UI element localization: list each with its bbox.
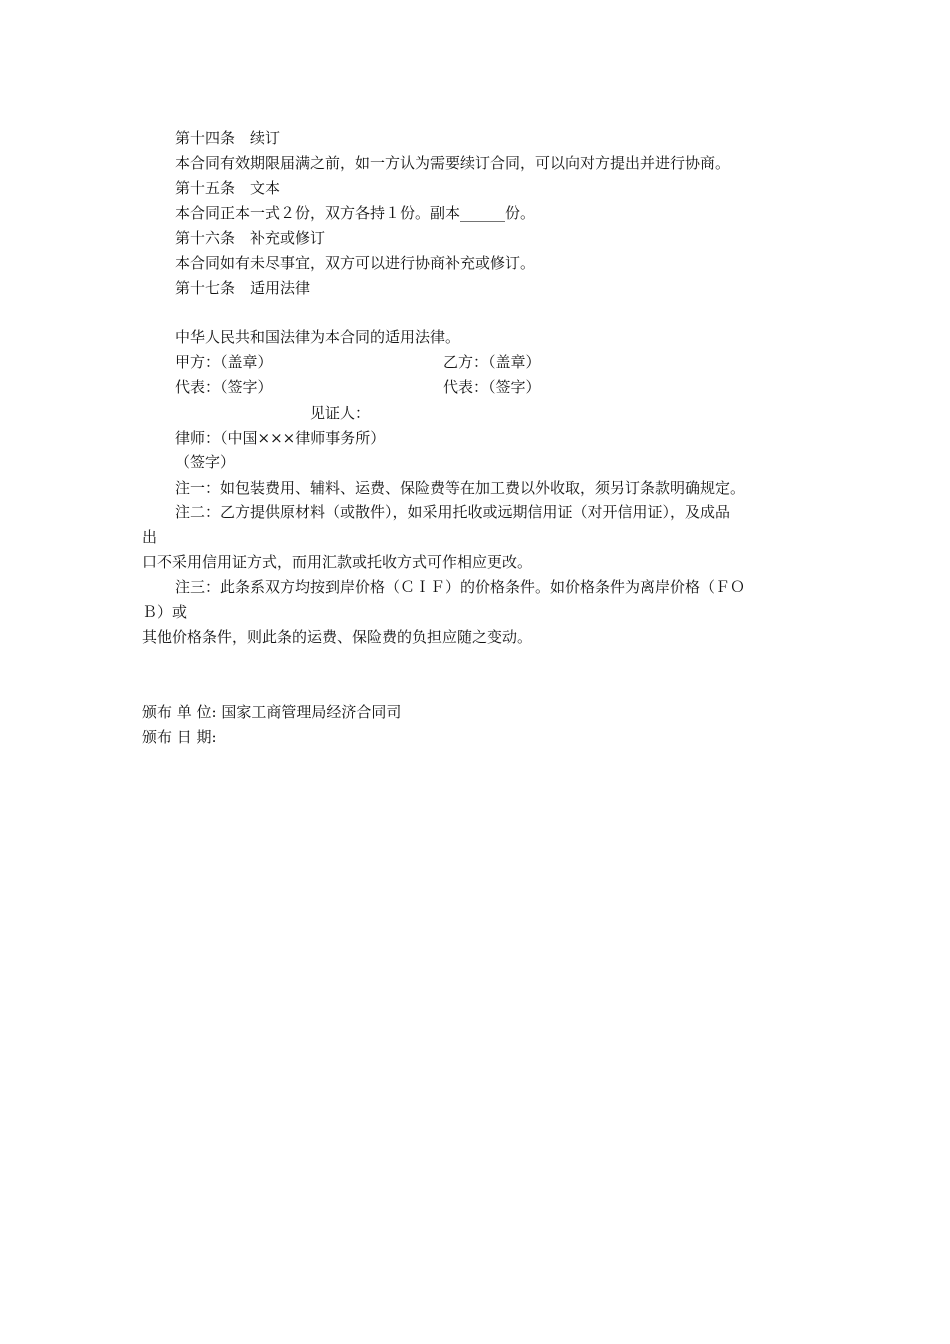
note-3-line-2: Ｂ）或 (142, 603, 188, 621)
article-14-title: 第十四条 续订 (175, 129, 281, 147)
article-16-body: 本合同如有未尽事宜，双方可以进行协商补充或修订。 (175, 254, 536, 272)
lawyer-line: 律师：（中国×××律师事务所） (175, 429, 386, 447)
article-14-body: 本合同有效期限届满之前，如一方认为需要续订合同，可以向对方提出并进行协商。 (175, 154, 731, 172)
note-1: 注一：如包装费用、辅料、运费、保险费等在加工费以外收取，须另订条款明确规定。 (175, 479, 746, 497)
article-16-title: 第十六条 补充或修订 (175, 229, 326, 247)
note-2-line-2: 出 (142, 528, 158, 546)
article-15-body: 本合同正本一式２份，双方各持１份。副本______份。 (175, 204, 536, 222)
article-17-body: 中华人民共和国法律为本合同的适用法律。 (175, 328, 461, 346)
party-b-seal: 乙方：（盖章） (443, 353, 541, 371)
note-3-line-1: 注三：此条系双方均按到岸价格（ＣＩＦ）的价格条件。如价格条件为离岸价格（ＦＯ (175, 578, 746, 596)
issuing-unit: 颁布 单 位: 国家工商管理局经济合同司 (142, 703, 402, 721)
party-a-representative: 代表：（签字） (175, 378, 273, 396)
article-17-title: 第十七条 适用法律 (175, 279, 311, 297)
party-b-representative: 代表：（签字） (443, 378, 541, 396)
note-2-line-1: 注二：乙方提供原材料（或散件），如采用托收或远期信用证（对开信用证），及成品 (175, 503, 731, 521)
article-15-title: 第十五条 文本 (175, 179, 281, 197)
party-a-seal: 甲方：（盖章） (175, 353, 273, 371)
note-3-line-3: 其他价格条件，则此条的运费、保险费的负担应随之变动。 (142, 628, 533, 646)
issuing-date: 颁布 日 期: (142, 728, 217, 746)
note-2-line-3: 口不采用信用证方式，而用汇款或托收方式可作相应更改。 (142, 553, 533, 571)
lawyer-signature: （签字） (175, 453, 236, 471)
witness-label: 见证人： (310, 404, 371, 422)
